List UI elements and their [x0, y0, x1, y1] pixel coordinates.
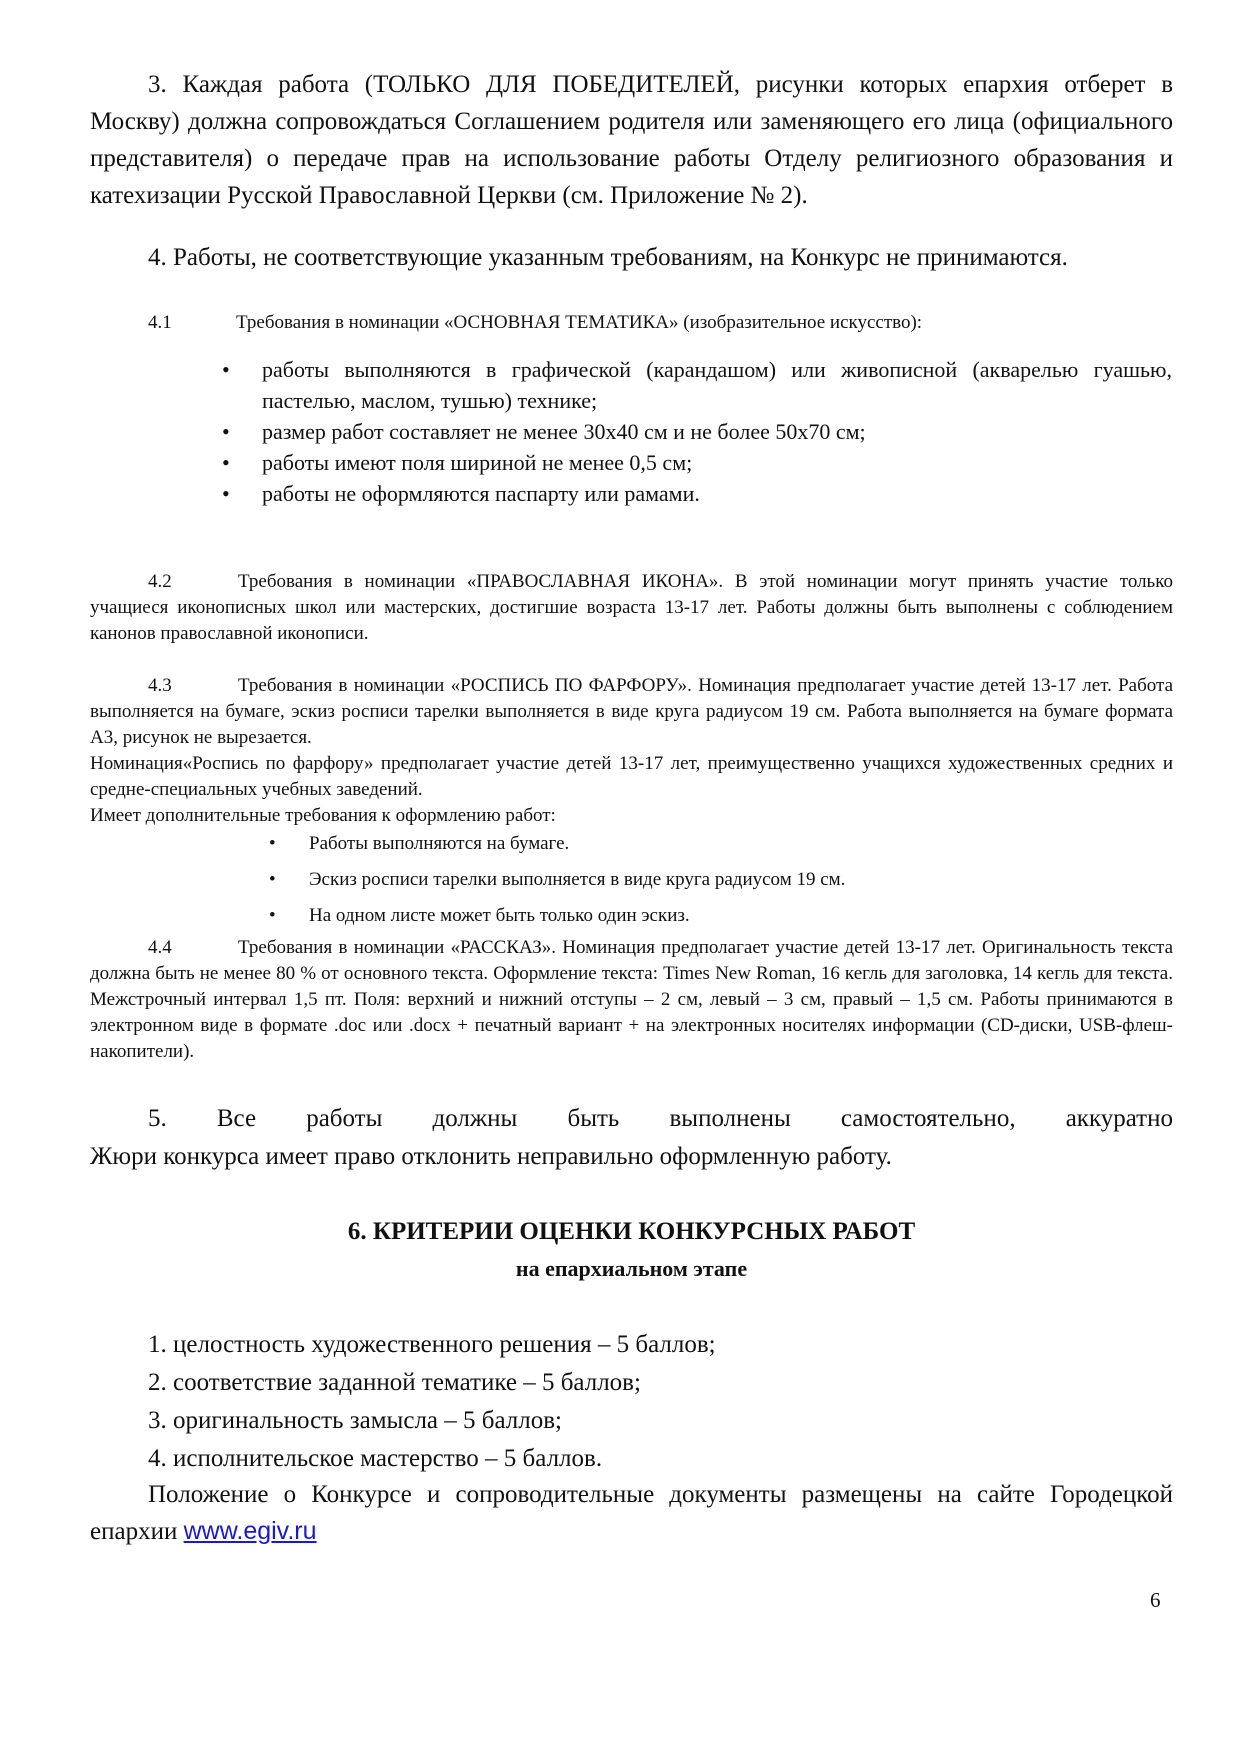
- page-number: 6: [1150, 1588, 1161, 1612]
- section-text: Требования в номинации «РОСПИСЬ ПО ФАРФОРУ». Номинация предполагает участие детей 13-17 лет. Работа выполняется на бумаге, эскиз росписи тарелки выполняется в виде круга радиусом 19 см. Работа выполняется на бумаге формата А3, рисунок не вырезается.: [90, 675, 1173, 748]
- list-item: • Эскиз росписи тарелки выполняется в виде круга радиусом 19 см.: [309, 867, 1169, 893]
- section-4-3-extra-2: Имеет дополнительные требования к оформлению работ:: [90, 805, 556, 826]
- section-4-1-bullet-list: [262, 354, 1172, 509]
- criteria-list: [148, 1326, 716, 1478]
- section-6-subtitle: на епархиальном этапе: [515, 1256, 748, 1281]
- list-item: 3. оригинальность замысла – 5 баллов;: [148, 1407, 563, 1434]
- section-text: Требования в номинации «ПРАВОСЛАВНАЯ ИКОНА». В этой номинации могут принять участие только учащиеся иконописных школ или мастерских, достигшие возраста 13-17 лет. Работы должны быть выполнены с соблюдением канонов православной иконописи.: [90, 571, 1173, 644]
- list-item: • Работы выполняются на бумаге.: [309, 831, 1169, 857]
- section-number: 4.3: [148, 675, 172, 696]
- section-4-3: [90, 673, 1173, 751]
- section-number: 4.1: [148, 312, 172, 333]
- paragraph-5-line-2: Жюри конкурса имеет право отклонить неправильно оформленную работу.: [90, 1143, 892, 1170]
- list-item: 4. исполнительское мастерство – 5 баллов.: [148, 1445, 603, 1472]
- section-4-4: [90, 935, 1173, 1065]
- section-text: Требования в номинации «ОСНОВНАЯ ТЕМАТИКА» (изобразительное искусство):: [236, 312, 923, 333]
- section-text: Требования в номинации «РАССКАЗ». Номинация предполагает участие детей 13-17 лет. Оригинальность текста должна быть не менее 80 % от основного текста. Оформление текста: Times New Roman, 16 кегль для заголовка, 14 кегль для текста. Межстрочный интервал 1,5 пт. Поля: верхний и нижний отступы – 2 см, левый – 3 см, правый – 1,5 см. Работы принимаются в электронном виде в формате .doc или .docx + печатный вариант + на электронных носителях информации (CD-диски, USB-флеш-накопители).: [90, 937, 1173, 1062]
- section-number: 4.4: [148, 937, 172, 958]
- list-item: • работы выполняются в графической (карандашом) или живописной (акварелью гуашью, пастелью, маслом, тушью) технике;: [262, 354, 1172, 416]
- paragraph-4: 4. Работы, не соответствующие указанным требованиям, на Конкурс не принимаются.: [148, 244, 1068, 271]
- section-6-title: 6. КРИТЕРИИ ОЦЕНКИ КОНКУРСНЫХ РАБОТ: [347, 1218, 916, 1245]
- section-4-2: [90, 569, 1173, 647]
- paragraph-5-line-1: 5. Все работы должны быть выполнены самостоятельно, аккуратно: [148, 1105, 1173, 1132]
- paragraph-3: 3. Каждая работа (ТОЛЬКО ДЛЯ ПОБЕДИТЕЛЕЙ, рисунки которых епархия отберет в Москву) должна сопровождаться Соглашением родителя или заменяющего его лица (официального представителя) о передаче прав на использование работы Отделу религиозного образования и катехизации Русской Православной Церкви (см. Приложение № 2).: [90, 71, 1173, 209]
- final-text: Положение о Конкурсе и сопроводительные документы размещены на сайте Городецкой епархии: [90, 1481, 1173, 1545]
- section-4-3-extra: Номинация«Роспись по фарфору» предполагает участие детей 13-17 лет, преимущественно учащихся художественных средних и средне-специальных учебных заведений.: [90, 753, 1173, 800]
- final-paragraph: [90, 1476, 1173, 1550]
- website-link[interactable]: www.egiv.ru: [183, 1517, 317, 1545]
- list-item: • размер работ составляет не менее 30х40 см и не более 50х70 см;: [262, 416, 1172, 447]
- section-4-1-heading: [90, 310, 1173, 336]
- list-item: 2. соответствие заданной тематике – 5 баллов;: [148, 1369, 641, 1396]
- section-number: 4.2: [148, 571, 172, 592]
- list-item: • работы не оформляются паспарту или рамами.: [262, 478, 1172, 509]
- list-item: • работы имеют поля шириной не менее 0,5 см;: [262, 447, 1172, 478]
- list-item: • На одном листе может быть только один эскиз.: [309, 903, 1169, 929]
- list-item: 1. целостность художественного решения – 5 баллов;: [148, 1331, 716, 1358]
- section-4-3-bullet-list: [309, 831, 1169, 939]
